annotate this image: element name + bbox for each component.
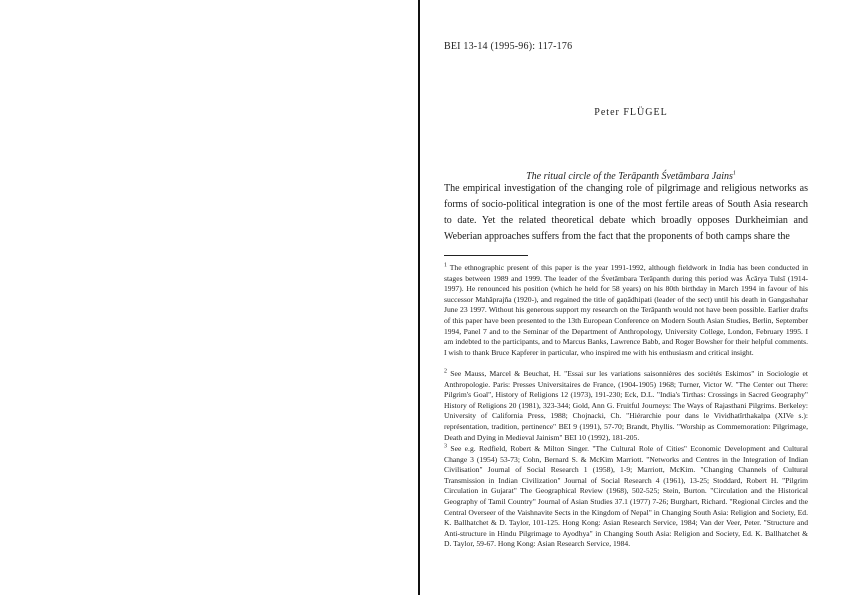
right-page [420, 0, 842, 595]
body-paragraph [444, 181, 808, 245]
footnote [444, 369, 808, 443]
footnote-text: See e.g. Redfield, Robert & Milton Singer. "The Cultural Role of Cities" Economic Development and Cultural Change 3 (1954) 53-73; Cohn, Bernard S. & McKim Marriott. "Networks and Centres in the Integration of Indian Civilisation" Journal of Social Research 1 (1958), 1-9; Marriott, McKim. "Changing Channels of Cultural Transmission in Indian Civilization" Journal of Social Research 4 (1961), 13-25; Stoddard, Robert H. "Pilgrim Circulation in Gujarat" The Geographical Review (1968), 502-525; Stein, Burton. "Circulation and the Historical Geography of Tamil Country" Journal of Asian Studies 37.1 (1977) 7-26; Burghart, Richard. "Regional Circles and the Central Overseer of the Vaishnavite Sects in the Kingdom of Nepal" in Changing South Asia: Religion and Society, Ed. K. Ballhatchet & D. Taylor, 101-125. Hong Kong: Asian Research Service, 1984; Van der Veer, Peter. "Structure and Anti-structure in Hindu Pilgrimage to Ayodhya" in Changing South Asia: Religion and Society, Ed. K. Ballhatchet & D. Taylor, 59-67. Hong Kong: Asian Research Service, 1984. [444, 444, 808, 549]
title-note-marker: 1 [732, 170, 736, 177]
footnote-text: See Mauss, Marcel & Beuchat, H. "Essai sur les variations saisonnières des sociétés Eskimos" in Sociologie et Anthropologie. Paris: Presses Universitaires de France, (1904-1905) 1968; Turner, Victor W. "The Center out There: Pilgrim's Goal", History of Religions 12 (1973), 191-230; Eck, D.L. "India's Tirthas: Crossings in Sacred Geography" History of Religions 20 (1981), 323-344; Gold, Ann G. Fruitful Journeys: The Ways of Rajasthani Pilgrims. Berkeley: University of California Press, 1988; Chojnacki, Ch. "Hiérarchie pour dans le Vividhatīrthakalpa (XIVe s.): représentation, tradition, pertinence" BEI 9 (1991), 57-70; Brandt, Phyllis. "Worship as Commemoration: Pilgrimage, Death and Dying in Medieval Jainism" BEI 10 (1992), 181-205. [444, 369, 808, 442]
footnote-marker: 2 [444, 368, 447, 375]
footnote-text: The ethnographic present of this paper is the year 1991-1992, although fieldwork in India has been conducted in stages between 1989 and 1999. The leader of the Śvetāmbara Terāpanth during this period was Ācārya Tulsī (1914-1997). He renounced his position (which he held for 58 years) on his 80th birthday in March 1994 in favour of his successor Mahāprajña (1920-), and regained the title of gaṇādhipati (leader of the sect) until his death in Gangashahar June 23 1997. Without his generous support my research on the Terāpanth would not have been possible. Earlier drafts of this paper have been presented to the 13th European Conference on Modern South Asian Studies, Berlin, September 1994, Panel 7 and to the Seminar of the Department of Anthropology, University College, London, February 1995. I am indebted to the participants, and to Marcus Banks, Lawrence Babb, and Roger Bowsher for their helpful comments. I wish to thank Bruce Kapferer in particular, who inspired me with his enthusiasm and critical insight. [444, 263, 808, 357]
running-head: BEI 13-14 (1995-96): 117-176 [444, 41, 573, 52]
footnote [444, 444, 808, 550]
left-blank-page [0, 0, 418, 595]
footnote-rule [444, 255, 528, 256]
author-name: Peter FLÜGEL [594, 107, 668, 118]
footnote [444, 263, 808, 358]
footnote-marker: 1 [444, 262, 447, 269]
footnote-marker: 3 [444, 443, 447, 450]
article-title-text: The ritual circle of the Terāpanth Śvetāmbara Jains [526, 171, 733, 182]
body-paragraph-text: The empirical investigation of the changing role of pilgrimage and religious networks as forms of socio-political integration is one of the most fertile areas of South Asia research to date. Yet the related theoretical debate which broadly opposes Durkheimian and Weberian approaches suffers from the fact that the proponents of both camps share the [444, 183, 808, 242]
